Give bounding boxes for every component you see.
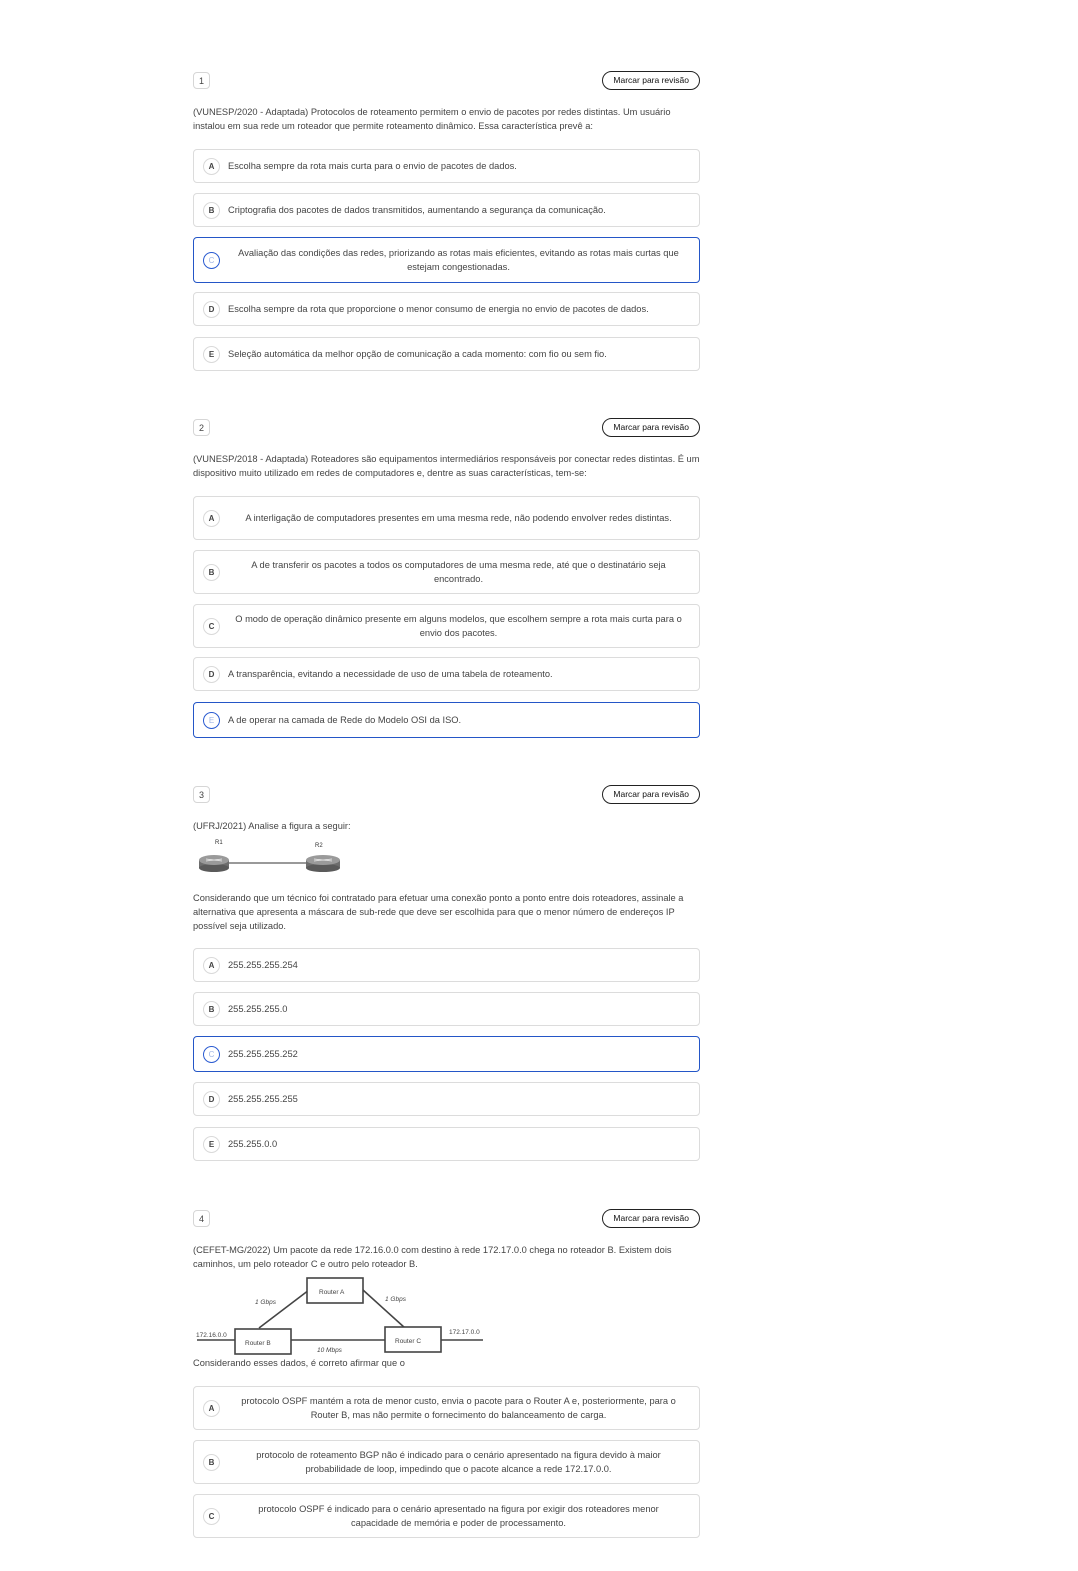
question-number: 1 [193,72,210,89]
router-label-r1: R1 [215,840,223,846]
option-b[interactable] [193,550,700,594]
router-c-label: Router C [395,1338,422,1345]
question-number: 2 [193,419,210,436]
option-b[interactable] [193,193,700,227]
option-c[interactable] [193,1494,700,1538]
option-d[interactable] [193,1082,700,1116]
option-letter: D [203,666,220,683]
option-letter: B [203,1454,220,1471]
option-text: 255.255.255.254 [228,960,298,970]
option-text: Seleção automática da melhor opção de comunicação a cada momento: com fio ou sem fio. [228,349,607,359]
option-d[interactable] [193,657,700,691]
option-text: Criptografia dos pacotes de dados transmitidos, aumentando a segurança da comunicação. [228,205,606,215]
option-text: A interligação de computadores presentes em uma mesma rede, não podendo envolver redes distintas. [245,513,672,523]
router-a-label: Router A [319,1289,345,1296]
router-label-r2: R2 [315,843,323,849]
network-topology-figure [195,1276,495,1364]
option-text: Avaliação das condições das redes, priorizando as rotas mais eficientes, evitando as rotas mais curtas que estejam congestionadas. [238,248,679,272]
option-c-selected[interactable] [193,237,700,283]
option-a[interactable] [193,1386,700,1430]
option-letter: C [203,618,220,635]
question-header [193,419,700,439]
mark-for-review-button[interactable]: Marcar para revisão [602,785,700,804]
link-b-a [259,1290,309,1328]
option-text: protocolo OSPF mantém a rota de menor custo, envia o pacote para o Router A e, posteriormente, para o Router B, mas não permite o fornecimento do balanceamento de carga. [241,1396,676,1420]
option-c-selected[interactable] [193,1036,700,1072]
option-text: O modo de operação dinâmico presente em alguns modelos, que escolhem sempre a rota mais curta para o envio dos pacotes. [235,614,682,638]
link-bc-speed: 10 Mbps [317,1347,342,1354]
question-statement: (VUNESP/2020 - Adaptada) Protocolos de roteamento permitem o envio de pacotes por redes distintas. Um usuário instalou em sua rede um roteador que permite roteamento dinâmico. Essa característica prevê a: [193,107,671,131]
option-a[interactable] [193,948,700,982]
router-b-label: Router B [245,1340,271,1347]
question-header [193,786,700,806]
question-statement: (VUNESP/2018 - Adaptada) Roteadores são equipamentos intermediários responsáveis por conectar redes distintas. É um dispositivo muito utilizado em redes de computadores e, dentre as suas características, tem-se: [193,454,700,478]
question-statement: (CEFET-MG/2022) Um pacote da rede 172.16.0.0 com destino à rede 172.17.0.0 chega no roteador B. Existem dois caminhos, um pelo roteador C e outro pelo roteador B. [193,1245,672,1269]
router-icon-r2 [306,855,340,872]
question-4 [193,1210,700,1528]
option-letter: B [203,202,220,219]
option-text: 255.255.255.255 [228,1094,298,1104]
link-ab-speed: 1 Gbps [255,1299,276,1306]
option-c[interactable] [193,604,700,648]
option-b[interactable] [193,992,700,1026]
option-text: A transparência, evitando a necessidade de uso de uma tabela de roteamento. [228,669,553,679]
option-letter: B [203,564,220,581]
option-text: 255.255.255.252 [228,1049,298,1059]
option-letter: B [203,1001,220,1018]
question-3 [193,786,700,1149]
option-letter: A [203,510,220,527]
question-number: 3 [193,786,210,803]
option-letter: C [203,252,220,269]
option-text: A de operar na camada de Rede do Modelo OSI da ISO. [228,715,462,725]
question-1 [193,72,700,359]
option-b[interactable] [193,1440,700,1484]
option-letter: D [203,301,220,318]
option-text: 255.255.0.0 [228,1139,278,1149]
mark-for-review-button[interactable]: Marcar para revisão [602,418,700,437]
question-header [193,1210,700,1230]
net-left-label: 172.16.0.0 [196,1332,227,1339]
net-right-label: 172.17.0.0 [449,1329,480,1336]
option-letter: E [203,346,220,363]
question-number: 4 [193,1210,210,1227]
option-letter: A [203,1400,220,1417]
option-e[interactable] [193,337,700,371]
option-letter: A [203,158,220,175]
option-text: Escolha sempre da rota que proporcione o menor consumo de energia no envio de pacotes de dados. [228,304,649,314]
mark-for-review-button[interactable]: Marcar para revisão [602,1209,700,1228]
option-letter: C [203,1508,220,1525]
question-statement: (UFRJ/2021) Analise a figura a seguir: [193,821,351,831]
option-e-selected[interactable] [193,702,700,738]
option-text: A de transferir os pacotes a todos os computadores de uma mesma rede, até que o destinatário seja encontrado. [251,560,666,584]
option-a[interactable] [193,149,700,183]
option-text: 255.255.255.0 [228,1004,288,1014]
router-icon-r1 [199,855,229,872]
question-header [193,72,700,92]
router-link-figure [193,836,353,882]
question-2 [193,419,700,725]
option-e[interactable] [193,1127,700,1161]
link-ac-speed: 1 Gbps [385,1296,406,1303]
option-letter: E [203,1136,220,1153]
option-letter: C [203,1046,220,1063]
option-text: protocolo de roteamento BGP não é indicado para o cenário apresentado na figura devido à maior probabilidade de loop, impedindo que o pacote alcance a rede 172.17.0.0. [256,1450,661,1474]
option-letter: A [203,957,220,974]
option-letter: E [203,712,220,729]
question-statement-continued: Considerando que um técnico foi contratado para efetuar uma conexão ponto a ponto entre dois roteadores, assinale a alternativa que apresenta a máscara de sub-rede que deve ser escolhida para que o menor número de endereços IP possível seja utilizado. [193,893,684,931]
option-d[interactable] [193,292,700,326]
option-letter: D [203,1091,220,1108]
option-text: protocolo OSPF é indicado para o cenário apresentado na figura por exigir dos roteadores menor capacidade de memória e poder de processamento. [258,1504,659,1528]
option-text: Escolha sempre da rota mais curta para o envio de pacotes de dados. [228,161,517,171]
option-a[interactable] [193,496,700,540]
question-statement-continued: Considerando esses dados, é correto afirmar que o [193,1358,405,1368]
mark-for-review-button[interactable]: Marcar para revisão [602,71,700,90]
